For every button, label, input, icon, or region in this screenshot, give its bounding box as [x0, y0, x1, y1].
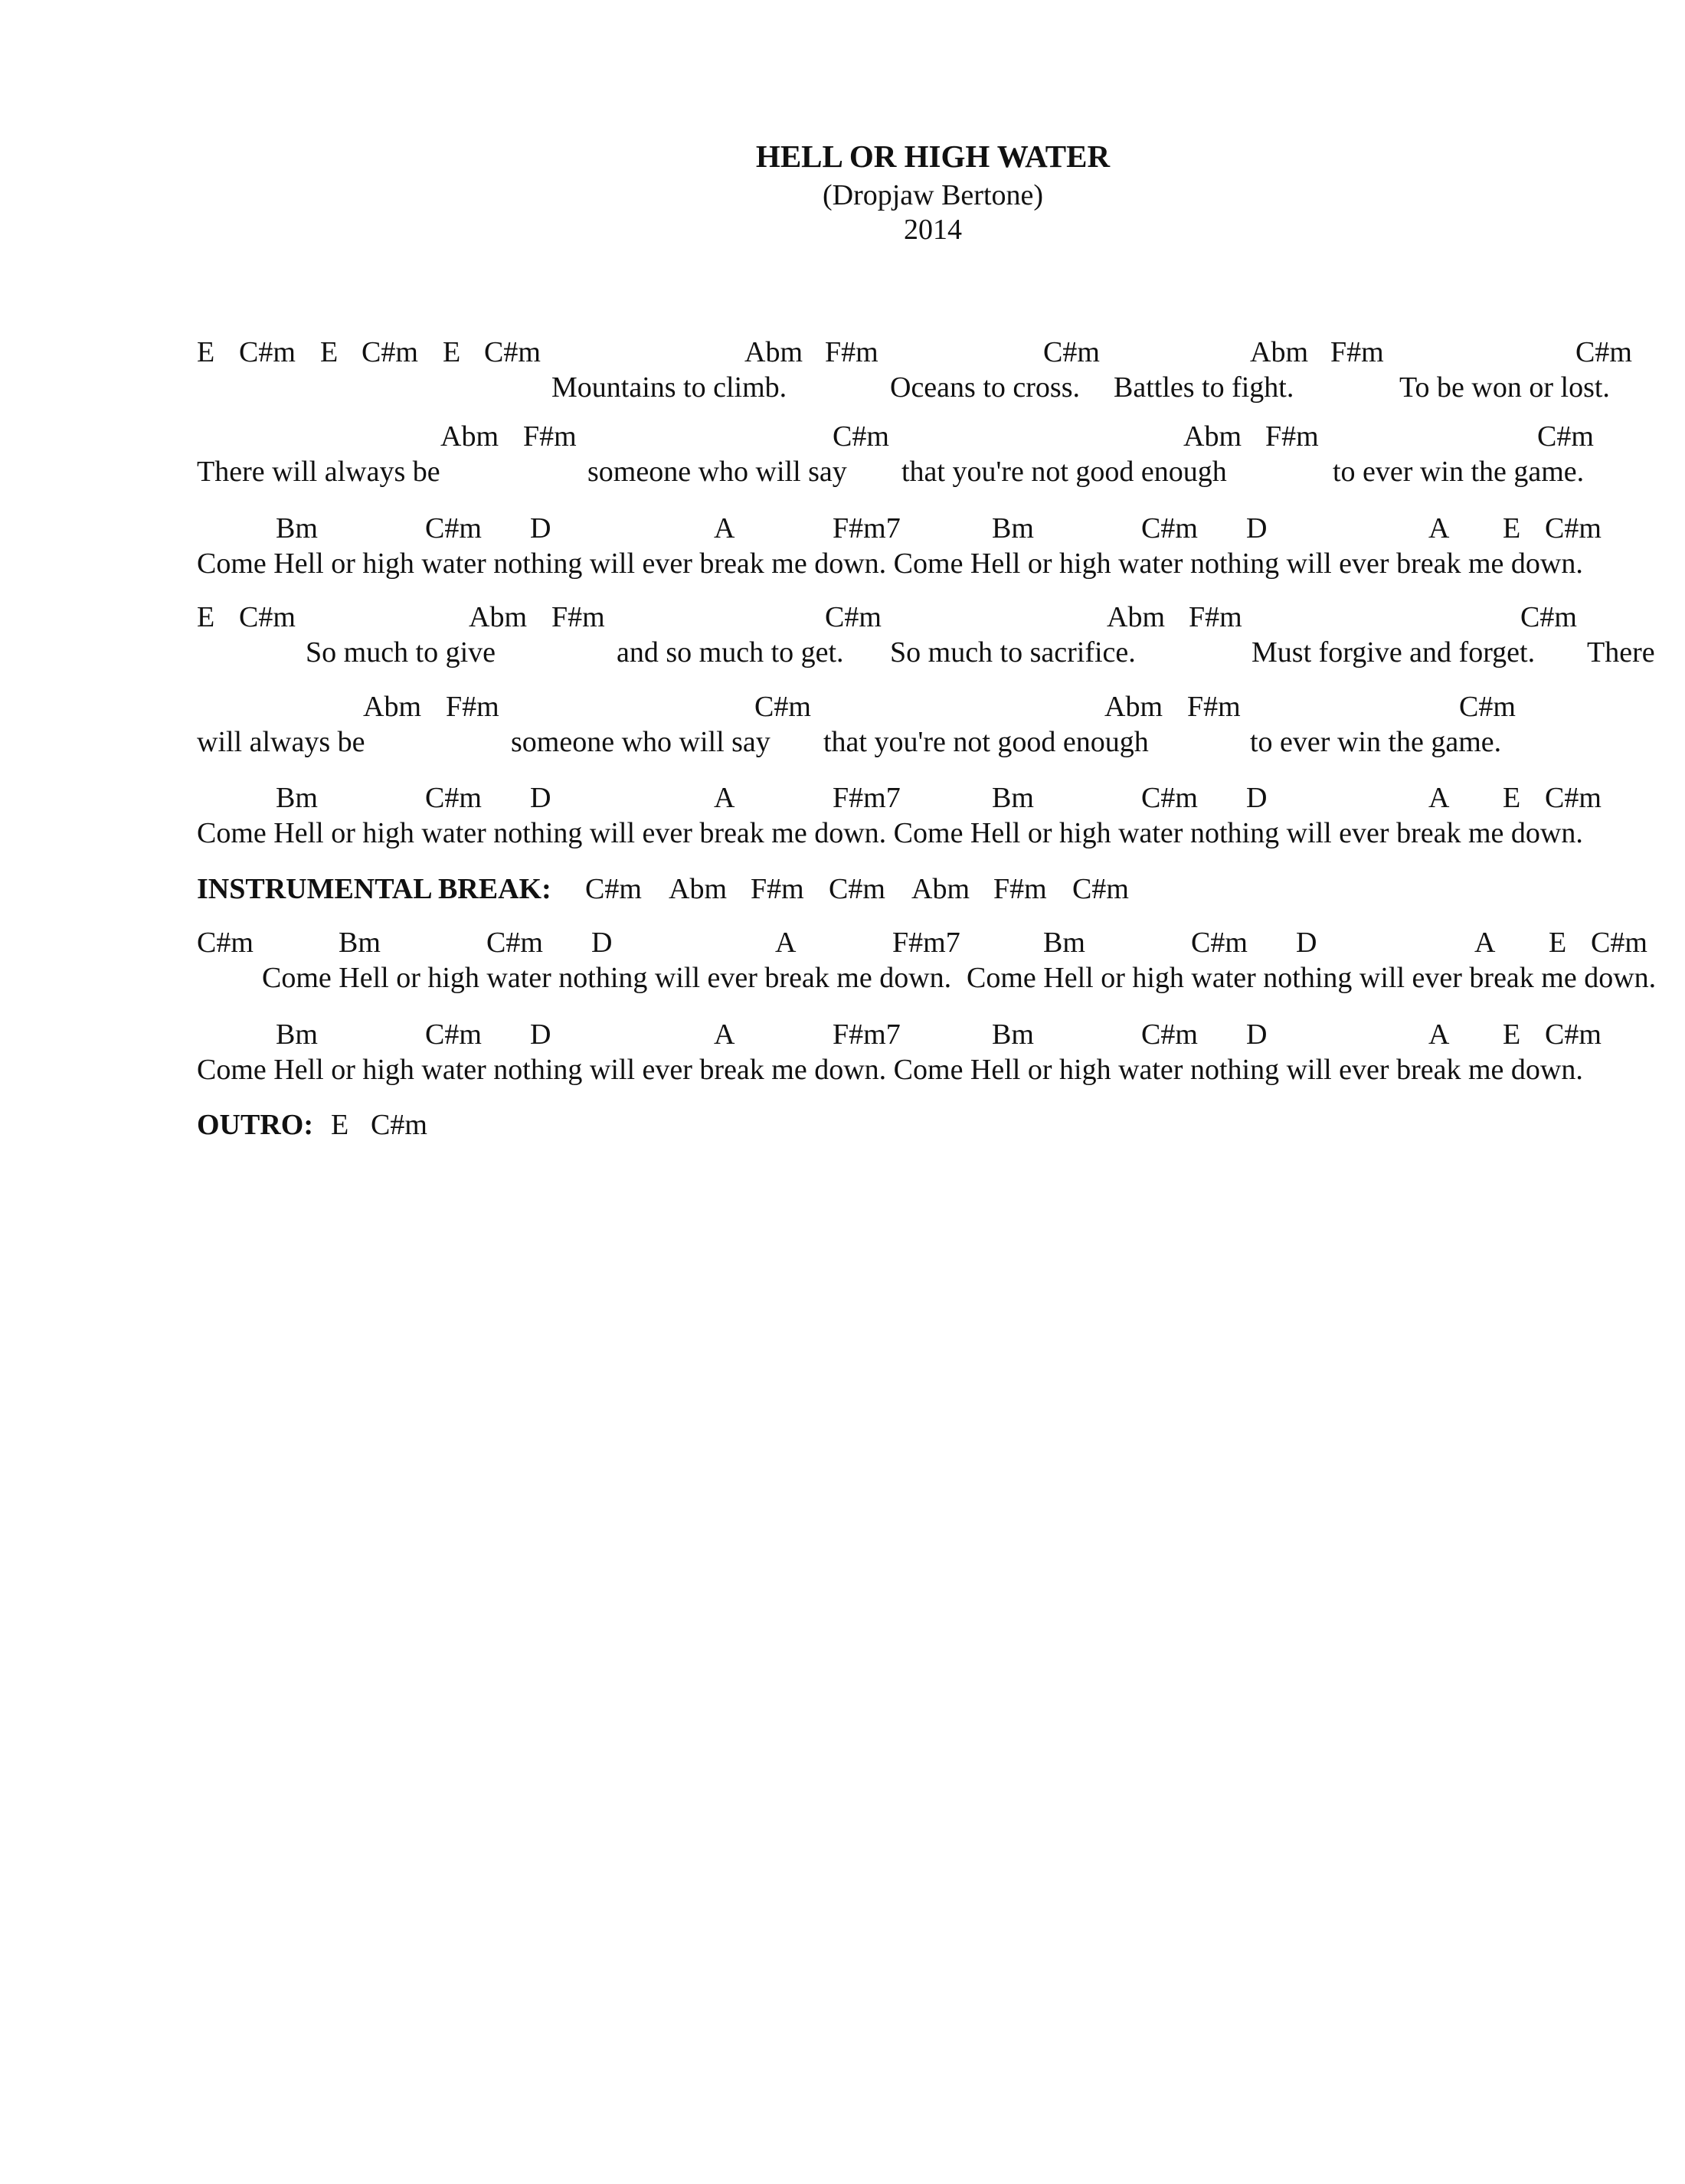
chord: E [1549, 927, 1567, 959]
chord: C#m [1520, 601, 1577, 633]
lyric: Mountains to climb. [551, 371, 787, 404]
chord: C#m [425, 512, 482, 544]
chord: F#m [523, 420, 577, 453]
chord: E [443, 336, 461, 368]
lyric: Come Hell or high water nothing will ever break me down. [967, 962, 1657, 994]
chord: F#m [1189, 601, 1242, 633]
chord: F#m7 [892, 927, 960, 959]
chord: D [530, 512, 551, 544]
chord: C#m [585, 873, 642, 905]
chord: Bm [276, 512, 318, 544]
lyric: To be won or lost. [1399, 371, 1610, 404]
chord: C#m [1575, 336, 1632, 368]
chord: F#m [551, 601, 605, 633]
song-year: 2014 [904, 214, 962, 246]
chord: E [197, 336, 215, 368]
chord: C#m [484, 336, 541, 368]
chord: F#m7 [833, 512, 901, 544]
lyric: Battles to fight. [1114, 371, 1294, 404]
chord: C#m [1545, 782, 1602, 814]
chord: Abm [1107, 601, 1165, 633]
chord: D [1246, 512, 1268, 544]
chord: C#m [1141, 782, 1198, 814]
chord: C#m [486, 927, 543, 959]
chord: D [530, 1018, 551, 1051]
chord: Bm [992, 782, 1034, 814]
chord: A [714, 1018, 735, 1051]
chord: Abm [911, 873, 970, 905]
lyric: There will always be [197, 456, 440, 488]
chord: E [1503, 512, 1521, 544]
chord: D [1296, 927, 1317, 959]
chord: C#m [1591, 927, 1647, 959]
chord: Abm [469, 601, 527, 633]
song-title: HELL OR HIGH WATER [755, 139, 1111, 174]
lyric: Oceans to cross. [890, 371, 1080, 404]
lyric: Come Hell or high water nothing will ever break me down. Come Hell or high water nothing will ever break me down. [197, 1054, 1583, 1086]
chord: F#m [446, 691, 499, 723]
chord: F#m [825, 336, 878, 368]
chord: Abm [1104, 691, 1163, 723]
chord: C#m [825, 601, 882, 633]
chord: C#m [1191, 927, 1248, 959]
chord: F#m7 [833, 782, 901, 814]
lyric: Come Hell or high water nothing will ever break me down. [262, 962, 952, 994]
chord: C#m [425, 1018, 482, 1051]
chord: C#m [362, 336, 418, 368]
chord: A [714, 782, 735, 814]
chord: C#m [1545, 1018, 1602, 1051]
chord: Abm [440, 420, 499, 453]
chord: C#m [754, 691, 811, 723]
chord: E [331, 1109, 349, 1141]
chord: F#m [1265, 420, 1319, 453]
chord: C#m [239, 601, 296, 633]
lyric: will always be [197, 726, 365, 758]
lyric: someone who will say [511, 726, 771, 758]
lyric: So much to sacrifice. [890, 636, 1136, 669]
section-label: OUTRO: [197, 1109, 313, 1141]
chord: C#m [833, 420, 889, 453]
chord: A [1428, 512, 1450, 544]
chord: F#m7 [833, 1018, 901, 1051]
chord: E [320, 336, 339, 368]
chord: C#m [1141, 1018, 1198, 1051]
lyric: and so much to get. [617, 636, 844, 669]
chord: C#m [1537, 420, 1594, 453]
chord: C#m [239, 336, 296, 368]
chord: F#m [1187, 691, 1241, 723]
chord: Bm [992, 512, 1034, 544]
chord: Bm [992, 1018, 1034, 1051]
chord: C#m [197, 927, 254, 959]
chord: D [530, 782, 551, 814]
lyric: that you're not good enough [823, 726, 1149, 758]
lyric: There [1587, 636, 1655, 669]
chord: Abm [1250, 336, 1308, 368]
chord: Bm [339, 927, 381, 959]
chord: F#m [751, 873, 804, 905]
chord: A [1428, 1018, 1450, 1051]
lyric: that you're not good enough [901, 456, 1227, 488]
chord: C#m [1043, 336, 1100, 368]
chord: E [1503, 782, 1521, 814]
lyric: Come Hell or high water nothing will ever break me down. Come Hell or high water nothing will ever break me down. [197, 548, 1583, 580]
chord: C#m [829, 873, 885, 905]
chord: A [1474, 927, 1496, 959]
chord: D [1246, 1018, 1268, 1051]
chord: A [1428, 782, 1450, 814]
chord: D [591, 927, 613, 959]
chord: A [714, 512, 735, 544]
chord: E [197, 601, 215, 633]
chord: Bm [276, 782, 318, 814]
section-label: INSTRUMENTAL BREAK: [197, 873, 551, 905]
chord: Abm [1183, 420, 1242, 453]
chord: Abm [363, 691, 421, 723]
chord: A [775, 927, 797, 959]
chord: F#m [993, 873, 1047, 905]
chord: E [1503, 1018, 1521, 1051]
lyric: Come Hell or high water nothing will ever break me down. Come Hell or high water nothing will ever break me down. [197, 817, 1583, 849]
lyric: to ever win the game. [1250, 726, 1502, 758]
chord: C#m [425, 782, 482, 814]
chord: Bm [276, 1018, 318, 1051]
chord: F#m [1330, 336, 1384, 368]
chord: D [1246, 782, 1268, 814]
chord: Abm [669, 873, 727, 905]
chord: C#m [1072, 873, 1129, 905]
chord: Abm [744, 336, 803, 368]
song-artist: (Dropjaw Bertone) [822, 179, 1044, 211]
lyric: So much to give [306, 636, 496, 669]
chord: C#m [1545, 512, 1602, 544]
chord: C#m [1141, 512, 1198, 544]
lyric: Must forgive and forget. [1251, 636, 1536, 669]
chord: C#m [371, 1109, 427, 1141]
lyric: to ever win the game. [1333, 456, 1585, 488]
chord: Bm [1043, 927, 1085, 959]
chord: C#m [1459, 691, 1516, 723]
lyric: someone who will say [587, 456, 847, 488]
